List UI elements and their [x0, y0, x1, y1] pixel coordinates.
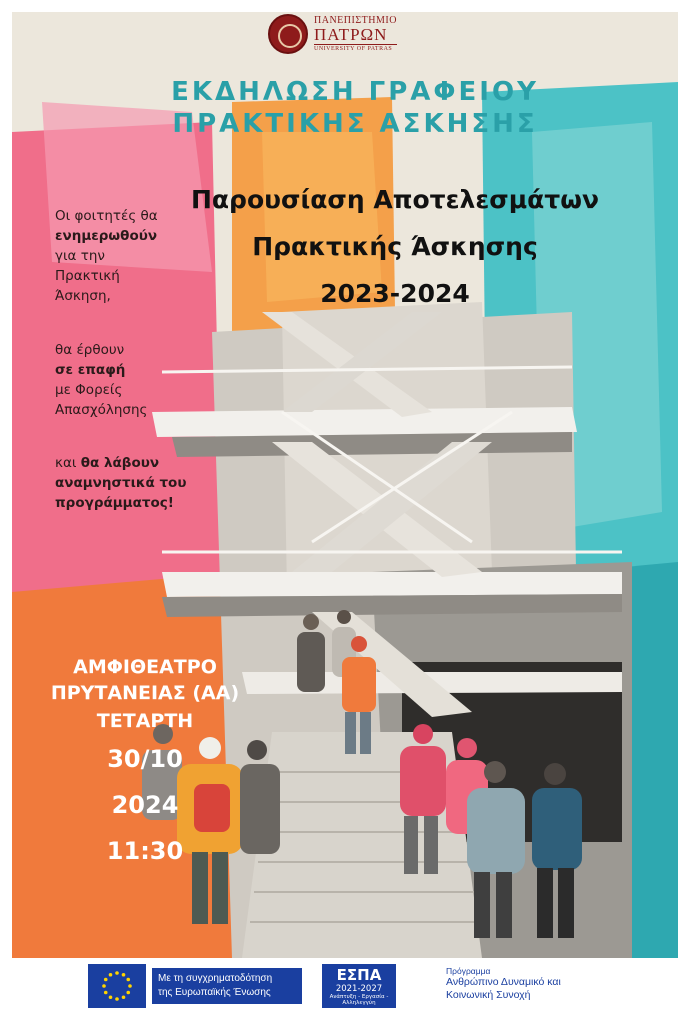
intro-2-lead: θα έρθουν	[55, 342, 125, 358]
event-year: 2024	[111, 791, 179, 819]
venue-line-1: ΑΜΦΙΘΕΑΤΡΟ	[73, 656, 217, 678]
espa-title: ΕΣΠΑ	[336, 966, 382, 984]
eu-funding-text	[152, 968, 302, 1004]
intro-1-rest-2: Άσκηση,	[55, 288, 111, 304]
intro-block-1	[55, 206, 215, 306]
presentation-title	[140, 176, 650, 317]
event-time: 11:30	[106, 837, 184, 865]
intro-1-lead: Οι φοιτητές θα	[55, 208, 158, 224]
espa-logo	[322, 964, 396, 1008]
university-logo-text	[314, 16, 397, 52]
venue-line-2: ΠΡΥΤΑΝΕΙΑΣ (ΑΑ)	[50, 682, 240, 704]
intro-3-lead: και	[55, 455, 77, 471]
program-label-title: Πρόγραμμα	[446, 966, 491, 976]
intro-3-emph-0: θα λάβουν	[80, 455, 160, 471]
espa-subtitle: Ανάπτυξη - Εργασία - Αλληλεγγύη	[329, 994, 389, 1006]
intro-3-emph-2: προγράμματος!	[55, 495, 174, 511]
logo-line-1: ΠΑΝΕΠΙΣΤΗΜΙΟ	[314, 15, 397, 26]
event-date: 30/10	[107, 745, 183, 773]
university-seal-icon	[268, 14, 308, 54]
espa-years: 2021-2027	[335, 984, 383, 994]
intro-block-2	[55, 340, 215, 420]
logo-line-3: UNIVERSITY OF PATRAS	[314, 44, 397, 52]
intro-1-emph-2: για την	[55, 248, 105, 264]
logo-line-2: ΠΑΤΡΩΝ	[314, 25, 388, 44]
event-details	[30, 654, 260, 874]
event-day: ΤΕΤΑΡΤΗ	[96, 710, 194, 732]
event-heading	[70, 76, 640, 140]
intro-1-rest-1: Πρακτική	[55, 268, 120, 284]
intro-2-emph-3: Απασχόλησης	[55, 402, 148, 418]
program-label	[446, 966, 666, 1002]
intro-block-3	[55, 453, 215, 513]
title-line-1: Παρουσίαση Αποτελεσμάτων	[190, 185, 600, 214]
program-name-line-1: Ανθρώπινο Δυναμικό και	[446, 976, 561, 988]
event-heading-line-1: ΕΚΔΗΛΩΣΗ ΓΡΑΦΕΙΟΥ	[171, 77, 539, 107]
title-line-3: 2023-2024	[320, 279, 470, 308]
event-heading-line-2: ΠΡΑΚΤΙΚΗΣ ΑΣΚΗΣΗΣ	[172, 109, 538, 139]
university-logo	[268, 14, 397, 54]
intro-3-emph-1: αναμνηστικά του	[55, 475, 187, 491]
eu-line-1: Με τη συγχρηματοδότηση	[158, 973, 273, 984]
title-line-2: Πρακτικής Άσκησης	[252, 232, 538, 261]
program-name-line-2: Κοινωνική Συνοχή	[446, 989, 531, 1001]
intro-2-emph-1: σε επαφή	[55, 362, 126, 378]
eu-line-2: της Ευρωπαϊκής Ένωσης	[158, 987, 271, 998]
intro-2-emph-2: με Φορείς	[55, 382, 123, 398]
eu-flag-icon	[88, 964, 146, 1008]
intro-1-emph-1: ενημερωθούν	[55, 228, 158, 244]
